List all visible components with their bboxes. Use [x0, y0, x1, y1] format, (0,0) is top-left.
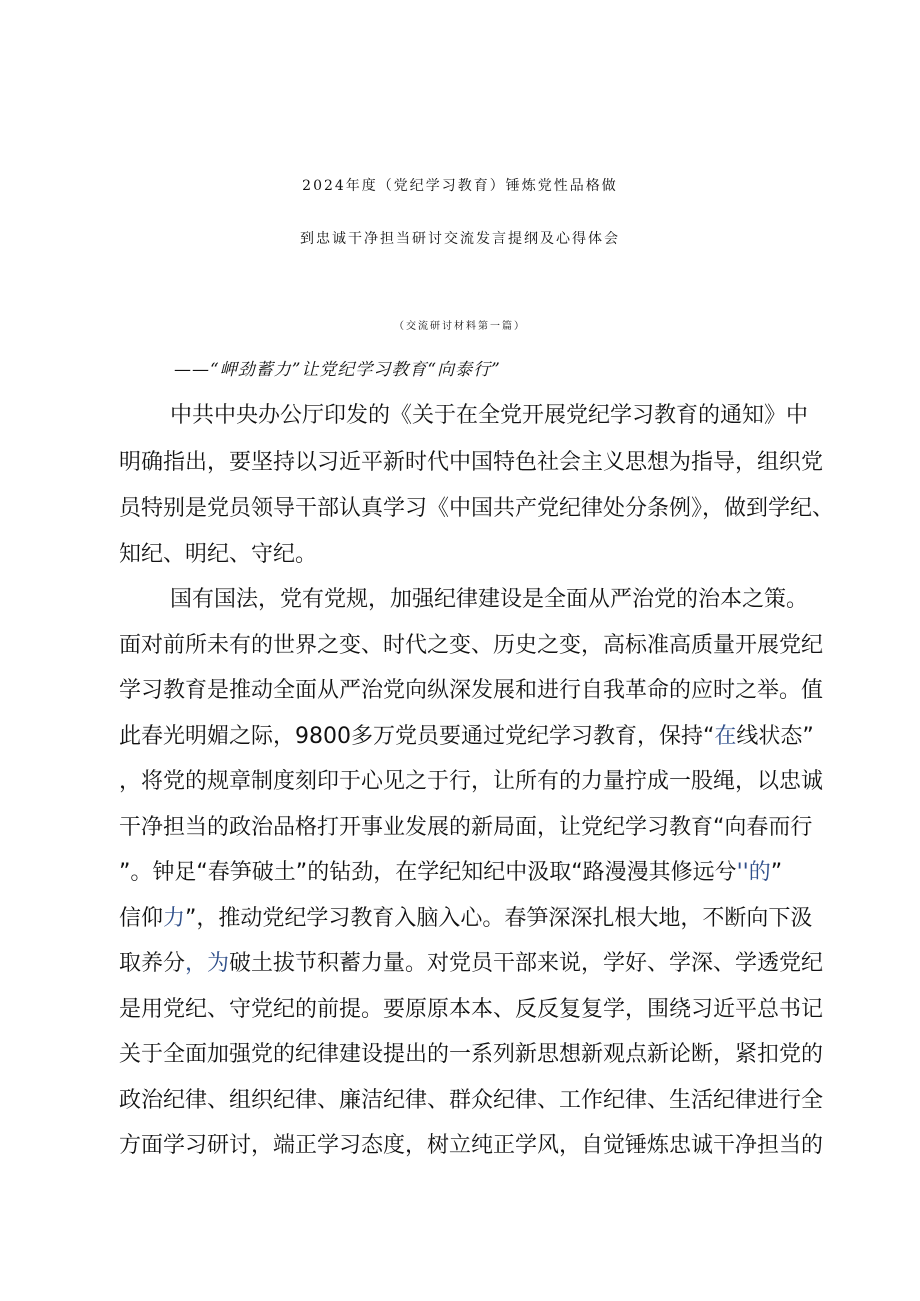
body-line-7: 学习教育是推动全面从严治党向纵深发展和进行自我革命的应时之举。值 — [119, 678, 824, 703]
body-line-8 — [119, 722, 814, 752]
body-line-9: ，将党的规章制度刻印于心见之于行，让所有的力量拧成一股绳，以忠诚 — [119, 769, 824, 794]
body-line-13-part-a: 取养分 — [119, 951, 186, 976]
body-line-12-part-a: 信仰 — [119, 906, 164, 931]
body-line-8-part-c: 线状态” — [736, 724, 814, 749]
document-subtitle: （交流研讨材料第一篇） — [394, 321, 526, 332]
body-line-5: 国有国法，党有党规，加强纪律建设是全面从严治党的治本之策。 — [170, 587, 809, 612]
body-line-13 — [119, 949, 823, 979]
body-line-11-part-a: ”。钟足“春笋破土”的钻劲，在学纪知纪中汲取“路漫漫其修远兮 — [119, 860, 737, 885]
body-line-12 — [119, 904, 812, 934]
body-line-11 — [119, 858, 782, 888]
body-line-8-part-a: 此春光明媚之际，9800多万党员要通过党纪学习教育，保持“ — [119, 724, 715, 749]
body-line-13-part-c: 破土拔节积蓄力量。对党员干部来说，学好、学深、学透党纪 — [229, 951, 824, 976]
body-line-15: 关于全面加强党的纪律建设提出的一系列新思想新观点新论断，紧扣党的 — [119, 1042, 824, 1067]
body-line-11-highlight: ''的 — [736, 860, 771, 885]
body-line-13-highlight: ，为 — [185, 951, 230, 976]
body-line-10: 干净担当的政治品格打开事业发展的新局面，让党纪学习教育“向春而行 — [119, 815, 813, 840]
body-line-17: 方面学习研讨，端正学习态度，树立纯正学风，自觉锤炼忠诚干净担当的 — [119, 1133, 824, 1158]
body-line-12-part-c: ”，推动党纪学习教育入脑入心。春笋深深扎根大地，不断向下汲 — [185, 906, 813, 931]
body-line-3: 员特别是党员领导干部认真学习《中国共产党纪律处分条例》，做到学纪、 — [119, 496, 835, 521]
body-line-12-highlight: 力 — [163, 906, 186, 931]
document-title-line-2: 到忠诚干净担当研讨交流发言提纲及心得体会 — [300, 231, 620, 247]
body-line-2: 明确指出，要坚持以习近平新时代中国特色社会主义思想为指导，组织党 — [119, 450, 824, 475]
document-epigraph: ——“岬劲蓄力”让党纪学习教育“向泰行” — [174, 360, 501, 380]
body-line-11-part-c: ” — [770, 860, 783, 885]
body-line-14: 是用党纪、守党纪的前提。要原原本本、反反复复学，围绕习近平总书记 — [119, 997, 824, 1022]
body-line-1: 中共中央办公厅印发的《关于在全党开展党纪学习教育的通知》中 — [170, 403, 809, 428]
body-line-8-highlight: 在 — [714, 724, 737, 749]
body-line-4: 知纪、明纪、守纪。 — [119, 542, 318, 567]
document-title-line-1: 2024年度（党纪学习教育）锤炼党性品格做 — [302, 178, 618, 194]
body-line-6: 面对前所未有的世界之变、时代之变、历史之变，高标准高质量开展党纪 — [119, 633, 824, 658]
body-line-16: 政治纪律、组织纪律、廉洁纪律、群众纪律、工作纪律、生活纪律进行全 — [119, 1088, 824, 1113]
